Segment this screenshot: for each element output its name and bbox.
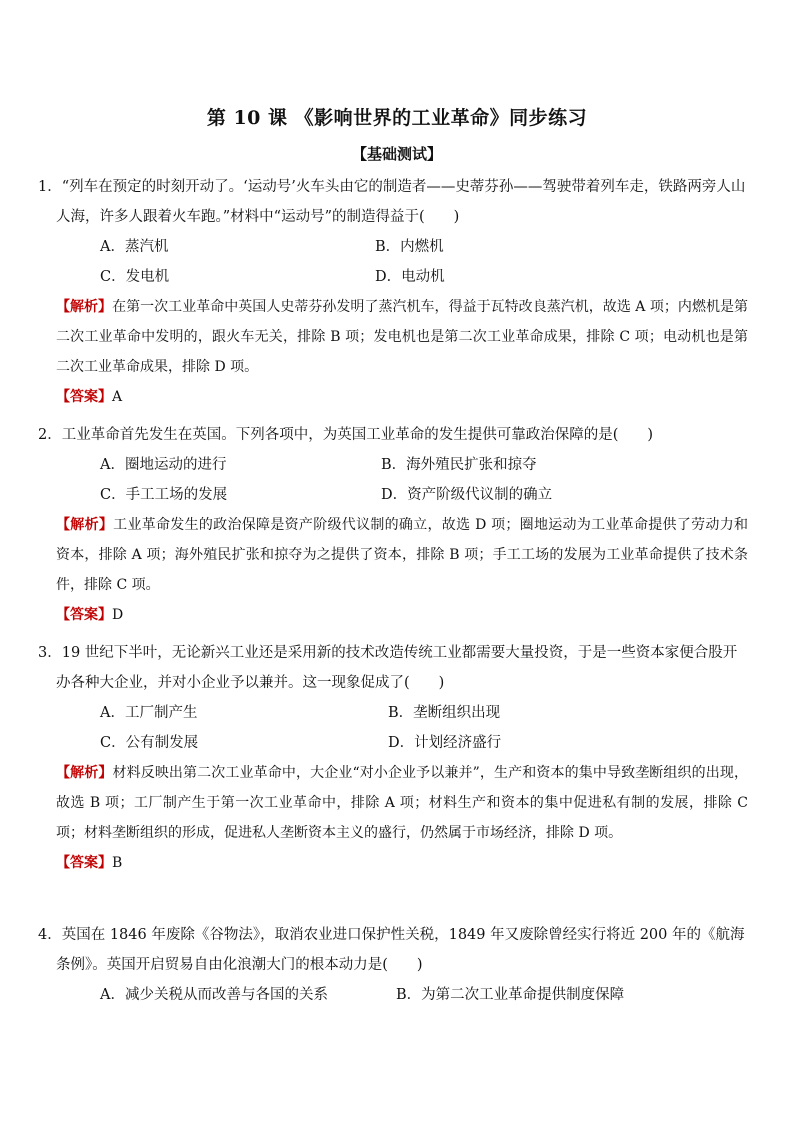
- options-row: [38, 980, 748, 1010]
- option-b: B．垄断组织出现: [388, 705, 501, 721]
- option-d: D．计划经济盛行: [388, 735, 502, 751]
- analysis-paragraph: [38, 510, 748, 600]
- question-stem: 1．“列车在预定的时刻开动了。‘运动号’火车头由它的制造者——史蒂芬孙——驾驶带着列车走，铁路两旁人山人海，许多人跟着火车跑。”材料中“运动号”的制造得益于( ): [38, 179, 746, 225]
- analysis-text: 工业革命发生的政治保障是资产阶级代议制的确立，故选 D 项；圈地运动为工业革命提供了劳动力和资本，排除 A 项；海外殖民扩张和掠夺为之提供了资本，排除 B 项；手工工场的发展为工业革命提供了技术条件，排除 C 项。: [56, 517, 748, 593]
- options-row: [38, 232, 748, 262]
- options-row: [38, 450, 748, 480]
- option-b: B．为第二次工业革命提供制度保障: [396, 987, 625, 1003]
- analysis-paragraph: [38, 758, 748, 848]
- analysis-text: 在第一次工业革命中英国人史蒂芬孙发明了蒸汽机车，得益于瓦特改良蒸汽机，故选 A 项；内燃机是第二次工业革命中发明的，跟火车无关，排除 B 项；发电机也是第二次工业革命成果，排除 C 项；电动机也是第二次工业革命成果，排除 D 项。: [56, 299, 749, 375]
- answer-value: B: [112, 855, 123, 871]
- option-c: C．手工工场的发展: [100, 487, 228, 503]
- answer-value: D: [112, 607, 124, 623]
- answer-line: [38, 848, 748, 878]
- options-row: [38, 698, 748, 728]
- analysis-label: 【解析】: [56, 517, 114, 533]
- option-a: A．减少关税从而改善与各国的关系: [100, 987, 328, 1003]
- question-1: [38, 172, 748, 412]
- options-row: [38, 728, 748, 758]
- option-d: D．电动机: [375, 269, 445, 285]
- options-row: [38, 480, 748, 510]
- option-b: B．内燃机: [375, 239, 444, 255]
- question-stem: 3．19 世纪下半叶，无论新兴工业还是采用新的技术改造传统工业都需要大量投资，于是一些资本家便合股开办各种大企业，并对小企业予以兼并。这一现象促成了( ): [38, 645, 738, 691]
- analysis-label: 【解析】: [56, 299, 113, 315]
- option-c: C．公有制发展: [100, 735, 199, 751]
- question-4: [38, 920, 748, 1010]
- answer-label: 【答案】: [56, 607, 112, 623]
- analysis-label: 【解析】: [56, 765, 113, 781]
- answer-value: A: [112, 389, 123, 405]
- option-a: A．圈地运动的进行: [100, 457, 227, 473]
- page-title: 第 10 课 《影响世界的工业革命》同步练习: [206, 107, 588, 129]
- answer-label: 【答案】: [56, 855, 112, 871]
- option-a: A．工厂制产生: [100, 705, 198, 721]
- option-d: D．资产阶级代议制的确立: [381, 487, 553, 503]
- answer-label: 【答案】: [56, 389, 112, 405]
- answer-line: [38, 382, 748, 412]
- option-c: C．发电机: [100, 269, 170, 285]
- question-2: [38, 420, 748, 630]
- analysis-text: 材料反映出第二次工业革命中，大企业“对小企业予以兼并”，生产和资本的集中导致垄断组织的出现，故选 B 项；工厂制产生于第一次工业革命中，排除 A 项；材料生产和资本的集中促进私有制的发展，排除 C 项；材料垄断组织的形成，促进私人垄断资本主义的盛行，仍然属于市场经济，排除 D 项。: [56, 765, 749, 841]
- option-a: A．蒸汽机: [100, 239, 169, 255]
- section-heading: 【基础测试】: [351, 145, 442, 163]
- options-row: [38, 262, 748, 292]
- answer-line: [38, 600, 748, 630]
- analysis-paragraph: [38, 292, 748, 382]
- question-3: [38, 638, 748, 878]
- question-stem: 2．工业革命首先发生在英国。下列各项中，为英国工业革命的发生提供可靠政治保障的是( ): [38, 427, 654, 443]
- question-stem: 4．英国在 1846 年废除《谷物法》，取消农业进口保护性关税，1849 年又废除曾经实行将近 200 年的《航海条例》。英国开启贸易自由化浪潮大门的根本动力是( ): [38, 927, 745, 973]
- option-b: B．海外殖民扩张和掠夺: [381, 457, 537, 473]
